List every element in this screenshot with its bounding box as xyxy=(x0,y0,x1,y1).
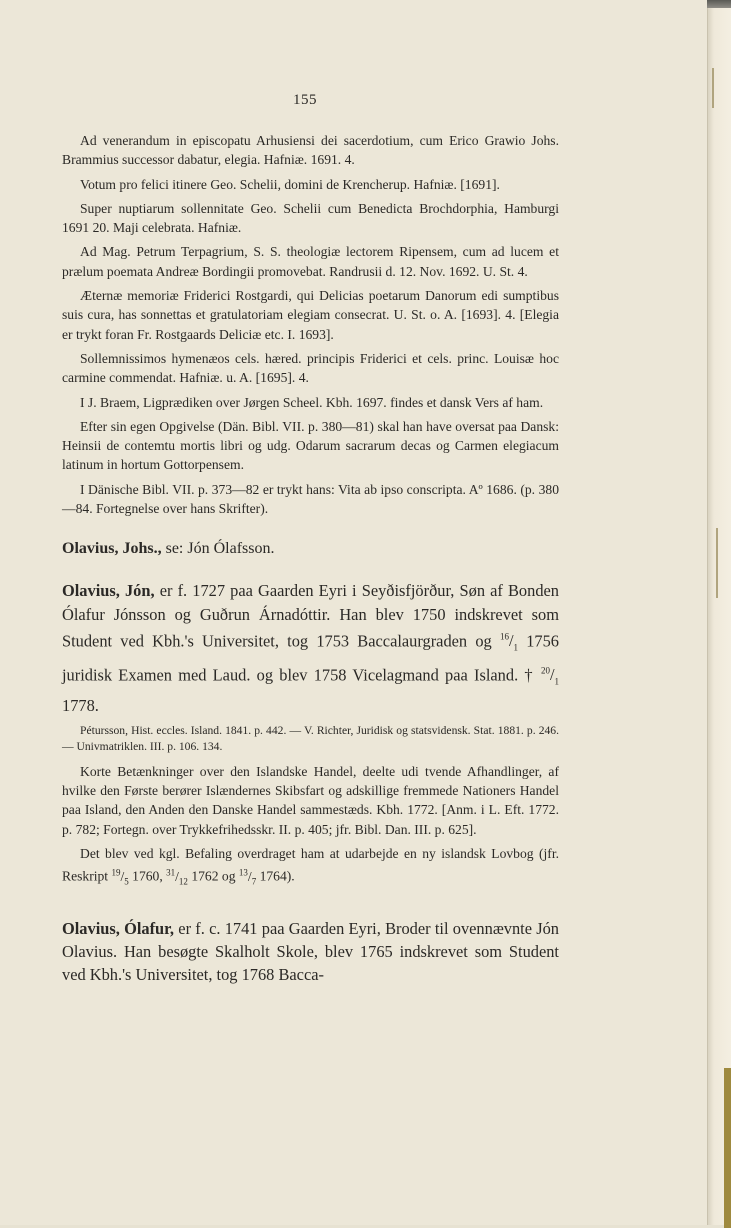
entry-text: se: Jón Ólafsson. xyxy=(161,540,275,558)
entry-text: er f. 1727 paa Gaarden Eyri i Seyðisfjörður, Søn af Bonden Ólafur Jónsson og Guðrun Árnadóttir. Han blev 1750 indskrevet som Student ved Kbh.'s Universitet, tog 1753 Baccalaurgraden og xyxy=(62,581,559,651)
references: Pétursson, Hist. eccles. Island. 1841. p. 442. — V. Richter, Juridisk og statsvidensk. Stat. 1881. p. 246. — Univmatriklen. III. p. 106. 134. xyxy=(62,723,559,754)
paragraph: I J. Braem, Ligprædiken over Jørgen Scheel. Kbh. 1697. findes et dansk Vers af ham. xyxy=(80,394,544,410)
entry-name: Olavius, Johs., xyxy=(62,540,162,558)
paragraph: Votum pro felici itinere Geo. Schelii, domini de Krencherup. Hafniæ. [1691]. xyxy=(80,176,500,192)
entry-olavius-jon xyxy=(62,579,559,717)
date-fraction: $^{19}/_5$ xyxy=(111,867,129,887)
entry-name: Olavius, Ólafur, xyxy=(62,918,175,938)
entry-olavius-olafur xyxy=(62,917,559,987)
page-body xyxy=(62,131,559,993)
paragraph: Sollemnissimos hymenæos cels. hæred. principis Friderici et cels. princ. Louisæ hoc carmine commendat. Hafniæ. u. A. [1695]. 4. xyxy=(62,350,559,386)
entry-olavius-johs xyxy=(62,539,559,559)
paragraph: Super nuptiarum sollennitate Geo. Schelii cum Benedicta Brochdorphia, Hamburgi 1691 20. Maji celebrata. Hafniæ. xyxy=(62,200,559,236)
edge-stain xyxy=(724,1068,731,1228)
edge-stain xyxy=(716,528,718,598)
paragraph: Ad venerandum in episcopatu Arhusiensi dei sacerdotium, cum Erico Grawio Johs. Brammius successor dabatur, elegia. Hafniæ. 1691. 4. xyxy=(62,133,559,168)
page-number: 155 xyxy=(293,92,317,108)
entry-text: 1756 juridisk Examen med Laud. og blev 1758 Vicelagmand paa Island. † xyxy=(62,631,559,685)
date-fraction: $^{13}/_7$ xyxy=(238,867,257,887)
date-fraction: $^{20}/_1$ xyxy=(540,665,559,687)
entry-name: Olavius, Jón, xyxy=(62,581,155,601)
date-fraction: $^{31}/_{12}$ xyxy=(166,867,188,887)
book-edge xyxy=(707,8,731,1225)
entry-text: 1778. xyxy=(62,695,99,715)
paragraph: Efter sin egen Opgivelse (Dän. Bibl. VII. p. 380—81) skal han have oversat paa Dansk: Heinsii de contemtu mortis libri og udg. Odarum sacrarum decas og Carmen elegiacum latinum in hortum Gottorpensem. xyxy=(62,418,559,473)
paragraph: Æternæ memoriæ Friderici Rostgardi, qui Delicias poetarum Danorum edi sumptibus suis cura, has sonnettas et gratulatoriam elegiam consecrat. U. St. o. A. [1693]. 4. [Elegia er trykt foran Fr. Rostgaards Deliciæ etc. I. 1693]. xyxy=(62,288,559,342)
paragraph: I Dänische Bibl. VII. p. 373—82 er trykt hans: Vita ab ipso conscripta. Aº 1686. (p. 380—84. Fortegnelse over hans Skrifter). xyxy=(62,481,559,517)
edge-stain xyxy=(712,68,714,108)
entry-text: er f. c. 1741 paa Gaarden Eyri, Broder til ovennævnte Jón Olavius. Han besøgte Skalholt Skole, blev 1765 indskrevet som Student ved Kbh.'s Universitet, tog 1768 Bacca- xyxy=(62,918,559,985)
date-fraction: $^{16}/_1$ xyxy=(499,631,518,653)
paragraph: Ad Mag. Petrum Terpagrium, S. S. theologiæ lectorem Ripensem, cum ad lucem et prælum poemata Andreæ Bordingii promovebat. Randrusii d. 12. Nov. 1692. U. St. 4. xyxy=(62,244,559,279)
paragraph: Korte Betænkninger over den Islandske Handel, deelte udi tvende Afhandlinger, af hvilke den Første berører Islændernes Skibsfart og adskillige fremmede Nationers Handel paa Island, den Anden den Danske Handel sammestæds. Kbh. 1772. [Anm. i L. Eft. 1772. p. 782; Fortegn. over Trykkefrihedsskr. II. p. 405; jfr. Bibl. Dan. III. p. 625]. xyxy=(62,763,559,837)
paragraph: Det blev ved kgl. Befaling overdraget ham at udarbejde en ny islandsk Lovbog (jfr. Reskript $^{19}/_5$ 1760, $^{31}/_{12}$ 1762 og $^{13}/_7$ 1764). xyxy=(62,846,559,887)
